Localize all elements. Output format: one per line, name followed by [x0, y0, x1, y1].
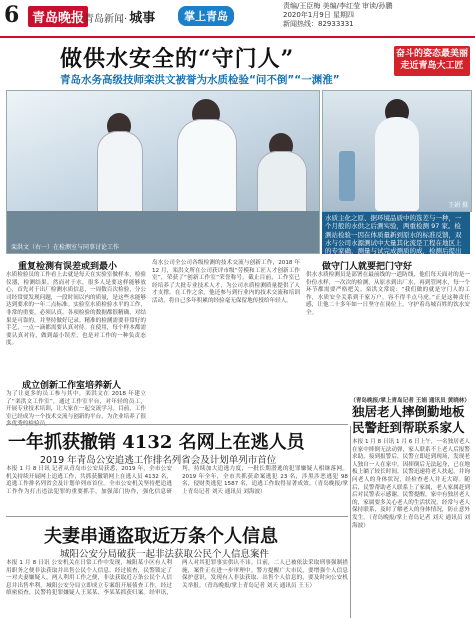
- secondary-photo: [322, 90, 472, 212]
- story2-subhead: 2019 年青岛公安追逃工作排名列省会及计划单列市首位: [40, 455, 277, 466]
- lead-byline: （青岛晚报/掌上青岛记者 王娟 通讯员 黄晓林）: [350, 398, 470, 404]
- lead-section-1-title: 重复检测有误差或到最小: [18, 262, 118, 272]
- story4-headline: 独居老人摔倒勤地板: [352, 404, 465, 419]
- ribbon-line-1: 奋斗的姿态最美丽: [395, 49, 468, 59]
- divider: [6, 424, 348, 425]
- section-prefix: 青岛新闻·: [84, 14, 128, 25]
- page-header: [0, 0, 475, 36]
- story4-headline-2: 民警赶到帮联系家人: [352, 420, 465, 435]
- date-line: 2020年1月9日 星期四: [283, 11, 354, 19]
- header-info: [283, 2, 393, 29]
- photo-caption: 水质主化之原、据环境品质中的选差与一种，一个月般的水供之后测实验，两重检测 97 家。检测站检验一因在体质量新到原水的标准反馈，双水与公司水源测试中大量其化流是工程在地区上的专家确，测量与试完成测质的成，检测后提出新的水力指标同中的以。: [322, 212, 470, 254]
- story2-text: 本报 1 月 8 日讯 记者从青岛市公安局获悉，2019 年，全市公安机关持续开展网上追逃工作，共抓获撤销网上在逃人员 4132 名，追逃工作排名列省会及计划单列市首位。全市公安机关坚持把追逃工作作为打击违法犯罪的重要抓手，加强部门协作，强化信息研判，持续加大追逃力度，一批长期潜逃的犯罪嫌疑人相继落网。2019 年全年，全市共抓获命案逃犯 23 名，涉黑涉恶逃犯 98 名，侵财类逃犯 1587 名，追逃工作取得显著成效。（青岛晚报/掌上青岛记者 刘天 通讯员 刘海波）: [6, 466, 348, 495]
- divider: [6, 516, 348, 517]
- lead-section-2-title: 成立创新工作室培养新人: [22, 381, 122, 391]
- story3-text: 本报 1 月 8 日讯 公安机关在日常工作中发现，城阳某小区有人利用职务之便非法获取并出售公民个人信息。经过侦查，民警锁定了一对夫妻嫌疑人，两人利用工作之便，非法获取近万条公民个人信息并出售牟利。城阳公安分局立即成立专案组开展侦查工作，经过缜密侦查，民警将犯罪嫌疑人王某某、李某某抓获归案。经审讯，两人对其犯罪事实供认不讳。目前，二人已被依法采取刑事强制措施，案件正在进一步审理中。警方提醒广大市民，要增强个人信息保护意识，发现有人非法获取、出售个人信息的，要及时向公安机关举报。（青岛晚报/掌上青岛记者 刘天 通讯员 王玉）: [6, 560, 348, 597]
- sample-bottle: [339, 151, 355, 201]
- section-name: 城事: [129, 11, 156, 26]
- lead-section-3-title: 做守门人就要把门守好: [322, 262, 413, 272]
- story3-subhead: 城阳公安分局破获一起非法获取公民个人信息案件: [60, 549, 270, 560]
- lead-column-2-text: 岛水公司全公司各级检测的技术交流与创新工作，2018 年 12 月，栾洪文所在公司获评市级“劳模和工匠人才创新工作室”，荣获了“创新工作室”荣誉称号。截止目前，工作室已经培养了大批专业技术人才，为公司水质检测质量提供了人才支撑。在工作之余，他还参与到行业内的技术交流和培训活动，将自己多年积累的经验毫无保留地传授给年轻人。: [152, 260, 300, 304]
- story4-text: 本报 1 月 8 日讯 1 月 6 日上午，一名独居老人在家中摔倒无法动弹，家人联系不上老人后报警求助。接到报警后，民警立即赶到现场，发现老人独自一人在家中，因摔倒后无法起身，已在地板上躺了较长时间。民警迅速将老人扶起，并询问老人的身体状况，经检查老人并无大碍。随后，民警帮助老人联系上了家属，老人家属赶到后对民警表示感谢。民警提醒，家中有独居老人的，家属要多关心老人的生活状况，经常与老人保持联系，及时了解老人的身体情况，防止意外发生。（青岛晚报/掌上青岛记者 刘天 通讯员 刘海波）: [352, 439, 470, 529]
- lead-section-3-text: 供水水质检测员是部署在最前线的一道防线，他们每天面对的是一份份水样，一次次的检测，从原水到出厂水，再到管网水，每一个环节都需要严格把关。栾洪文常说：“我们做的就是守门人的工作，水质安全关系到千家万户，容不得半点马虎。”正是这种责任感，让他二十多年如一日坚守在岗位上，守护着岛城百姓的饮水安全。: [306, 272, 470, 316]
- column-divider: [350, 426, 351, 618]
- secondary-photo-credit: 王娟 摄: [448, 202, 468, 209]
- ribbon-line-2: 走近青岛大工匠: [400, 61, 464, 71]
- story4: [352, 404, 470, 618]
- story3-headline: 夫妻串通盗取近万条个人信息: [44, 526, 278, 547]
- hotline: 新闻热线：82933331: [283, 20, 354, 28]
- person-figure: [375, 117, 419, 211]
- lead-section-2-text: 为了让更多的员工参与其中，栾洪文在 2018 年建立了“栾洪文工作室”，通过工作室平台，对年轻的员工，开展专业技术培训，让大家在一起交流学习。目前，工作室已经成为一个技术交流与创新的平台，为企业培养了很: [6, 391, 146, 420]
- series-ribbon: [394, 46, 470, 76]
- lead-section-1-text: 水质检验员的工作看上去就是每天在实验室做样本，检验仪器，检测结果。然而对于水，很多人是要这样能够放心，首先对于出厂检测水质信息，一周数百次检验，分公司经常要发现问题，一段时间以内的质量，是这些水能够达到要求的一年二点标准。实验室水质检验水平的工作，非常的重要，必须认真。各项检验的数据都很精确，对结果是可靠的，并坚持做好记录。精准的检测需要非常好的手艺，一点一滴都需要认真对待。在使用，每个样本都需要认真对待，做到最小误差，也是对工作的一种负责态度。: [6, 272, 146, 347]
- lead-photo-credit: 栾洪文（右一）在检测室与同事讨论工作: [11, 244, 120, 251]
- lead-headline: 做供水安全的“守门人”: [60, 46, 295, 72]
- section-title: [84, 7, 155, 26]
- app-logo: 掌上青岛: [178, 6, 234, 26]
- page-number: 6: [4, 2, 20, 28]
- lead-photo: [6, 90, 320, 254]
- story2-headline: 一年抓获撤销 4132 名网上在逃人员: [8, 432, 305, 453]
- editor-line: 责编/王臣梅 美编/李红莹 审读/孙鹏: [283, 2, 393, 10]
- lead-subhead: 青岛水务高级技师栾洪文被誉为水质检验“问不倒”“一渊淮”: [60, 74, 340, 86]
- newspaper-logo: 青岛晚报: [28, 6, 88, 27]
- header-rule: [0, 36, 475, 38]
